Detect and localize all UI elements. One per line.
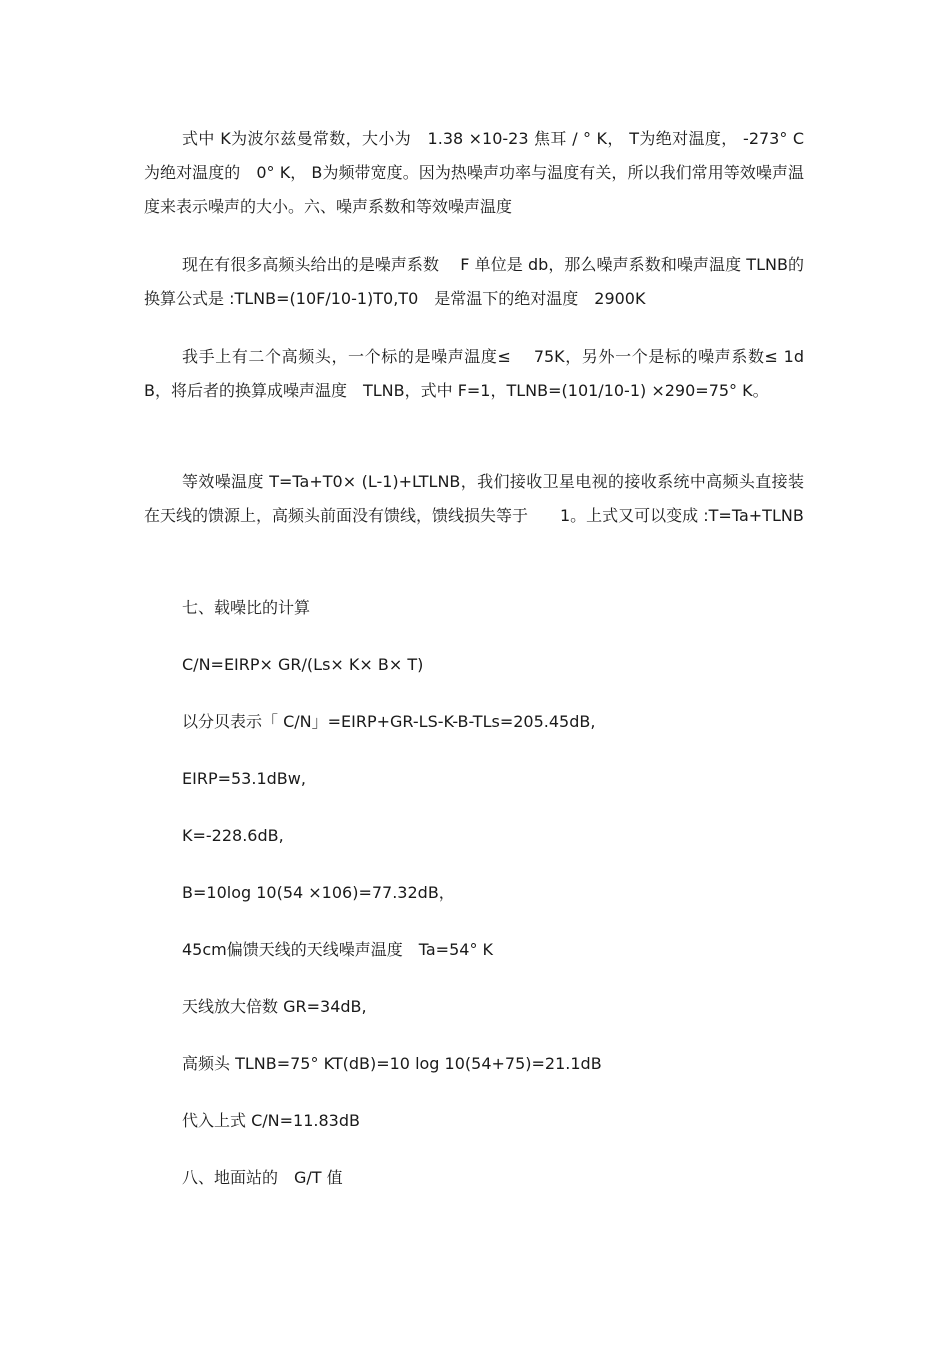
paragraph-lnb-conversion: 我手上有二个高频头，一个标的是噪声温度≤ 75K，另外一个是标的噪声系数≤ 1dB，将后者的换算成噪声温度 TLNB，式中 F=1，TLNB=(101/10-1) ×290=75° K。 <box>144 347 804 400</box>
value-ta: 45cm偏馈天线的天线噪声温度 Ta=54° K <box>182 940 494 959</box>
section-heading-cn-calc: 七、载噪比的计算 <box>182 598 311 617</box>
value-tlnb: 高频头 TLNB=75° KT(dB)=10 log 10(54+75)=21.1dB <box>182 1054 602 1073</box>
result-cn: 代入上式 C/N=11.83dB <box>182 1111 360 1130</box>
value-eirp: EIRP=53.1dBw, <box>182 769 306 788</box>
paragraph-noise-figure: 现在有很多高频头给出的是噪声系数 F 单位是 db，那么噪声系数和噪声温度 TLNB的换算公式是 :TLNB=(10F/10-1)T0,T0 是常温下的绝对温度 2900K <box>144 255 804 308</box>
formula-cn: C/N=EIRP× GR/(Ls× K× B× T) <box>182 655 424 674</box>
paragraph-equivalent-noise: 等效噪温度 T=Ta+T0× (L-1)+LTLNB，我们接收卫星电视的接收系统中高频头直接装在天线的馈源上，高频头前面没有馈线，馈线损失等于 1。上式又可以变成 :T=Ta+TLNB <box>144 472 804 525</box>
section-heading-gt: 八、地面站的 G/T 值 <box>182 1168 343 1187</box>
value-gr: 天线放大倍数 GR=34dB, <box>182 997 367 1016</box>
formula-cn-db: 以分贝表示「 C/N」=EIRP+GR-LS-K-B-TLs=205.45dB, <box>182 712 596 731</box>
paragraph-boltzmann: 式中 K为波尔兹曼常数，大小为 1.38 ×10-23 焦耳 / ° K， T为绝对温度， -273° C为绝对温度的 0° K， B为频带宽度。因为热噪声功率与温度有关，所以我们常用等效噪声温度来表示噪声的大小。六、噪声系数和等效噪声温度 <box>144 129 804 216</box>
value-k: K=-228.6dB, <box>182 826 284 845</box>
value-b: B=10log 10(54 ×106)=77.32dB， <box>182 883 455 902</box>
